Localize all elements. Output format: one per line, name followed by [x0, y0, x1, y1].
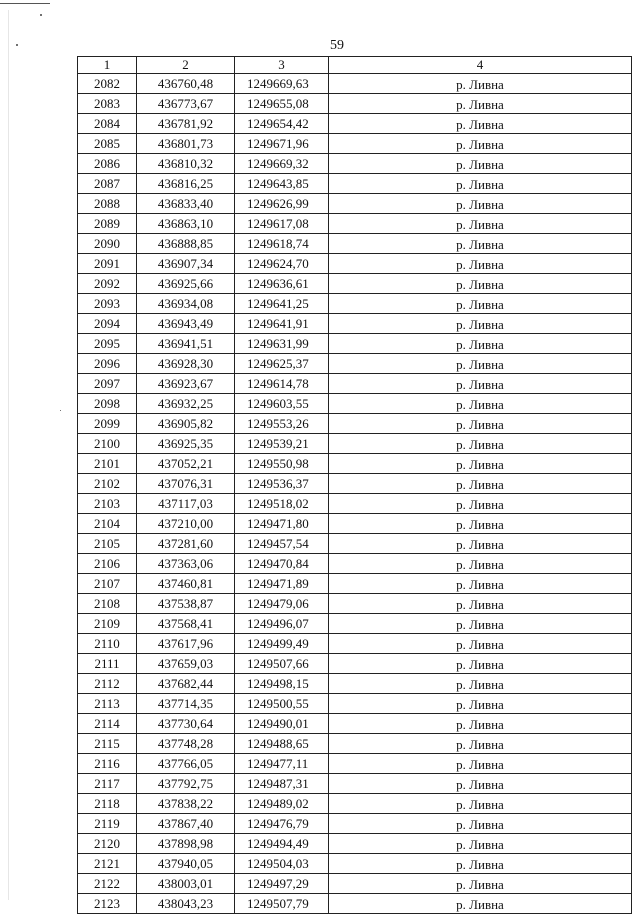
y-coordinate-cell: 1249603,55: [235, 394, 329, 414]
scan-edge-mark: [0, 3, 50, 4]
point-number-cell: 2095: [78, 334, 137, 354]
y-coordinate-cell: 1249641,25: [235, 294, 329, 314]
description-cell: р. Ливна: [329, 694, 632, 714]
point-number-cell: 2123: [78, 894, 137, 914]
table-row: [78, 534, 632, 554]
description-cell: р. Ливна: [329, 714, 632, 734]
point-number-cell: 2103: [78, 494, 137, 514]
point-number-cell: 2085: [78, 134, 137, 154]
table-row: [78, 734, 632, 754]
point-number-cell: 2122: [78, 874, 137, 894]
point-number-cell: 2118: [78, 794, 137, 814]
table-row: [78, 774, 632, 794]
x-coordinate-cell: 437076,31: [137, 474, 235, 494]
y-coordinate-cell: 1249507,79: [235, 894, 329, 914]
x-coordinate-cell: 436863,10: [137, 214, 235, 234]
point-number-cell: 2111: [78, 654, 137, 674]
x-coordinate-cell: 436923,67: [137, 374, 235, 394]
table-row: [78, 194, 632, 214]
description-cell: р. Ливна: [329, 454, 632, 474]
table-row: [78, 94, 632, 114]
point-number-cell: 2112: [78, 674, 137, 694]
description-cell: р. Ливна: [329, 634, 632, 654]
table-row: [78, 354, 632, 374]
description-cell: р. Ливна: [329, 814, 632, 834]
y-coordinate-cell: 1249500,55: [235, 694, 329, 714]
description-cell: р. Ливна: [329, 374, 632, 394]
x-coordinate-cell: 436781,92: [137, 114, 235, 134]
table-row: [78, 654, 632, 674]
description-cell: р. Ливна: [329, 94, 632, 114]
description-cell: р. Ливна: [329, 134, 632, 154]
x-coordinate-cell: 437792,75: [137, 774, 235, 794]
column-header-point-number: 1: [78, 57, 137, 74]
table-row: [78, 694, 632, 714]
point-number-cell: 2121: [78, 854, 137, 874]
point-number-cell: 2089: [78, 214, 137, 234]
table-row: [78, 794, 632, 814]
table-row: [78, 274, 632, 294]
table-row: [78, 474, 632, 494]
point-number-cell: 2092: [78, 274, 137, 294]
y-coordinate-cell: 1249536,37: [235, 474, 329, 494]
description-cell: р. Ливна: [329, 894, 632, 914]
description-cell: р. Ливна: [329, 794, 632, 814]
point-number-cell: 2083: [78, 94, 137, 114]
description-cell: р. Ливна: [329, 314, 632, 334]
point-number-cell: 2104: [78, 514, 137, 534]
point-number-cell: 2093: [78, 294, 137, 314]
point-number-cell: 2119: [78, 814, 137, 834]
table-row: [78, 374, 632, 394]
description-cell: р. Ливна: [329, 674, 632, 694]
x-coordinate-cell: 436943,49: [137, 314, 235, 334]
x-coordinate-cell: 437940,05: [137, 854, 235, 874]
description-cell: р. Ливна: [329, 174, 632, 194]
x-coordinate-cell: 437748,28: [137, 734, 235, 754]
x-coordinate-cell: 437460,81: [137, 574, 235, 594]
description-cell: р. Ливна: [329, 194, 632, 214]
table-row: [78, 214, 632, 234]
point-number-cell: 2108: [78, 594, 137, 614]
x-coordinate-cell: 437682,44: [137, 674, 235, 694]
y-coordinate-cell: 1249631,99: [235, 334, 329, 354]
x-coordinate-cell: 436833,40: [137, 194, 235, 214]
table-row: [78, 754, 632, 774]
x-coordinate-cell: 437210,00: [137, 514, 235, 534]
table-row: [78, 394, 632, 414]
description-cell: р. Ливна: [329, 274, 632, 294]
y-coordinate-cell: 1249494,49: [235, 834, 329, 854]
y-coordinate-cell: 1249626,99: [235, 194, 329, 214]
point-number-cell: 2116: [78, 754, 137, 774]
x-coordinate-cell: 437568,41: [137, 614, 235, 634]
x-coordinate-cell: 436816,25: [137, 174, 235, 194]
description-cell: р. Ливна: [329, 234, 632, 254]
description-cell: р. Ливна: [329, 254, 632, 274]
y-coordinate-cell: 1249471,80: [235, 514, 329, 534]
point-number-cell: 2088: [78, 194, 137, 214]
y-coordinate-cell: 1249669,32: [235, 154, 329, 174]
point-number-cell: 2109: [78, 614, 137, 634]
y-coordinate-cell: 1249518,02: [235, 494, 329, 514]
table-row: [78, 314, 632, 334]
y-coordinate-cell: 1249507,66: [235, 654, 329, 674]
y-coordinate-cell: 1249470,84: [235, 554, 329, 574]
x-coordinate-cell: 436941,51: [137, 334, 235, 354]
point-number-cell: 2087: [78, 174, 137, 194]
description-cell: р. Ливна: [329, 754, 632, 774]
table-body: [78, 74, 632, 914]
y-coordinate-cell: 1249643,85: [235, 174, 329, 194]
y-coordinate-cell: 1249641,91: [235, 314, 329, 334]
x-coordinate-cell: 436760,48: [137, 74, 235, 94]
description-cell: р. Ливна: [329, 834, 632, 854]
x-coordinate-cell: 436932,25: [137, 394, 235, 414]
point-number-cell: 2100: [78, 434, 137, 454]
point-number-cell: 2102: [78, 474, 137, 494]
x-coordinate-cell: 437766,05: [137, 754, 235, 774]
y-coordinate-cell: 1249550,98: [235, 454, 329, 474]
table-row: [78, 574, 632, 594]
column-header-description: 4: [329, 57, 632, 74]
point-number-cell: 2117: [78, 774, 137, 794]
y-coordinate-cell: 1249499,49: [235, 634, 329, 654]
point-number-cell: 2110: [78, 634, 137, 654]
y-coordinate-cell: 1249504,03: [235, 854, 329, 874]
description-cell: р. Ливна: [329, 734, 632, 754]
description-cell: р. Ливна: [329, 434, 632, 454]
point-number-cell: 2099: [78, 414, 137, 434]
table-row: [78, 874, 632, 894]
x-coordinate-cell: 437867,40: [137, 814, 235, 834]
description-cell: р. Ливна: [329, 414, 632, 434]
description-cell: р. Ливна: [329, 74, 632, 94]
description-cell: р. Ливна: [329, 774, 632, 794]
description-cell: р. Ливна: [329, 494, 632, 514]
y-coordinate-cell: 1249489,02: [235, 794, 329, 814]
table-row: [78, 594, 632, 614]
x-coordinate-cell: 438003,01: [137, 874, 235, 894]
x-coordinate-cell: 437617,96: [137, 634, 235, 654]
y-coordinate-cell: 1249457,54: [235, 534, 329, 554]
point-number-cell: 2094: [78, 314, 137, 334]
description-cell: р. Ливна: [329, 154, 632, 174]
table-row: [78, 714, 632, 734]
point-number-cell: 2097: [78, 374, 137, 394]
description-cell: р. Ливна: [329, 574, 632, 594]
point-number-cell: 2106: [78, 554, 137, 574]
y-coordinate-cell: 1249553,26: [235, 414, 329, 434]
x-coordinate-cell: 436888,85: [137, 234, 235, 254]
point-number-cell: 2082: [78, 74, 137, 94]
x-coordinate-cell: 437730,64: [137, 714, 235, 734]
description-cell: р. Ливна: [329, 654, 632, 674]
table-row: [78, 334, 632, 354]
y-coordinate-cell: 1249614,78: [235, 374, 329, 394]
page-number: 59: [330, 38, 344, 53]
y-coordinate-cell: 1249625,37: [235, 354, 329, 374]
point-number-cell: 2101: [78, 454, 137, 474]
y-coordinate-cell: 1249488,65: [235, 734, 329, 754]
description-cell: р. Ливна: [329, 854, 632, 874]
description-cell: р. Ливна: [329, 394, 632, 414]
x-coordinate-cell: 436928,30: [137, 354, 235, 374]
point-number-cell: 2105: [78, 534, 137, 554]
y-coordinate-cell: 1249471,89: [235, 574, 329, 594]
scan-speck: [60, 410, 61, 411]
table-row: [78, 634, 632, 654]
x-coordinate-cell: 437117,03: [137, 494, 235, 514]
table-row: [78, 234, 632, 254]
point-number-cell: 2115: [78, 734, 137, 754]
y-coordinate-cell: 1249496,07: [235, 614, 329, 634]
description-cell: р. Ливна: [329, 594, 632, 614]
table-row: [78, 114, 632, 134]
point-number-cell: 2098: [78, 394, 137, 414]
table-header-row: [78, 57, 632, 74]
x-coordinate-cell: 437538,87: [137, 594, 235, 614]
table-row: [78, 174, 632, 194]
x-coordinate-cell: 436773,67: [137, 94, 235, 114]
description-cell: р. Ливна: [329, 214, 632, 234]
y-coordinate-cell: 1249671,96: [235, 134, 329, 154]
point-number-cell: 2107: [78, 574, 137, 594]
x-coordinate-cell: 437898,98: [137, 834, 235, 854]
table-row: [78, 854, 632, 874]
x-coordinate-cell: 438043,23: [137, 894, 235, 914]
description-cell: р. Ливна: [329, 334, 632, 354]
description-cell: р. Ливна: [329, 534, 632, 554]
y-coordinate-cell: 1249654,42: [235, 114, 329, 134]
point-number-cell: 2120: [78, 834, 137, 854]
point-number-cell: 2096: [78, 354, 137, 374]
scan-speck: [40, 14, 42, 16]
y-coordinate-cell: 1249636,61: [235, 274, 329, 294]
point-number-cell: 2114: [78, 714, 137, 734]
x-coordinate-cell: 436934,08: [137, 294, 235, 314]
description-cell: р. Ливна: [329, 114, 632, 134]
x-coordinate-cell: 437052,21: [137, 454, 235, 474]
x-coordinate-cell: 437714,35: [137, 694, 235, 714]
description-cell: р. Ливна: [329, 354, 632, 374]
scan-shadow-edge: [8, 10, 9, 900]
y-coordinate-cell: 1249669,63: [235, 74, 329, 94]
table-row: [78, 814, 632, 834]
table-row: [78, 454, 632, 474]
description-cell: р. Ливна: [329, 474, 632, 494]
y-coordinate-cell: 1249479,06: [235, 594, 329, 614]
coordinates-table: [77, 56, 632, 914]
table-row: [78, 414, 632, 434]
x-coordinate-cell: 436810,32: [137, 154, 235, 174]
table-row: [78, 674, 632, 694]
table-row: [78, 294, 632, 314]
table-row: [78, 834, 632, 854]
y-coordinate-cell: 1249617,08: [235, 214, 329, 234]
table-row: [78, 614, 632, 634]
x-coordinate-cell: 437281,60: [137, 534, 235, 554]
y-coordinate-cell: 1249618,74: [235, 234, 329, 254]
point-number-cell: 2113: [78, 694, 137, 714]
description-cell: р. Ливна: [329, 614, 632, 634]
y-coordinate-cell: 1249487,31: [235, 774, 329, 794]
x-coordinate-cell: 436801,73: [137, 134, 235, 154]
table-row: [78, 514, 632, 534]
x-coordinate-cell: 436925,35: [137, 434, 235, 454]
scan-speck: [16, 44, 18, 46]
table-row: [78, 554, 632, 574]
table-row: [78, 894, 632, 914]
point-number-cell: 2091: [78, 254, 137, 274]
point-number-cell: 2084: [78, 114, 137, 134]
y-coordinate-cell: 1249490,01: [235, 714, 329, 734]
table-row: [78, 74, 632, 94]
point-number-cell: 2090: [78, 234, 137, 254]
y-coordinate-cell: 1249655,08: [235, 94, 329, 114]
x-coordinate-cell: 436905,82: [137, 414, 235, 434]
table-row: [78, 134, 632, 154]
y-coordinate-cell: 1249497,29: [235, 874, 329, 894]
description-cell: р. Ливна: [329, 554, 632, 574]
description-cell: р. Ливна: [329, 874, 632, 894]
y-coordinate-cell: 1249624,70: [235, 254, 329, 274]
table-row: [78, 434, 632, 454]
description-cell: р. Ливна: [329, 294, 632, 314]
point-number-cell: 2086: [78, 154, 137, 174]
y-coordinate-cell: 1249477,11: [235, 754, 329, 774]
y-coordinate-cell: 1249539,21: [235, 434, 329, 454]
column-header-x-coordinate: 2: [137, 57, 235, 74]
x-coordinate-cell: 437659,03: [137, 654, 235, 674]
table-row: [78, 154, 632, 174]
x-coordinate-cell: 436925,66: [137, 274, 235, 294]
description-cell: р. Ливна: [329, 514, 632, 534]
x-coordinate-cell: 437838,22: [137, 794, 235, 814]
y-coordinate-cell: 1249498,15: [235, 674, 329, 694]
x-coordinate-cell: 436907,34: [137, 254, 235, 274]
table-row: [78, 254, 632, 274]
column-header-y-coordinate: 3: [235, 57, 329, 74]
x-coordinate-cell: 437363,06: [137, 554, 235, 574]
table-row: [78, 494, 632, 514]
y-coordinate-cell: 1249476,79: [235, 814, 329, 834]
